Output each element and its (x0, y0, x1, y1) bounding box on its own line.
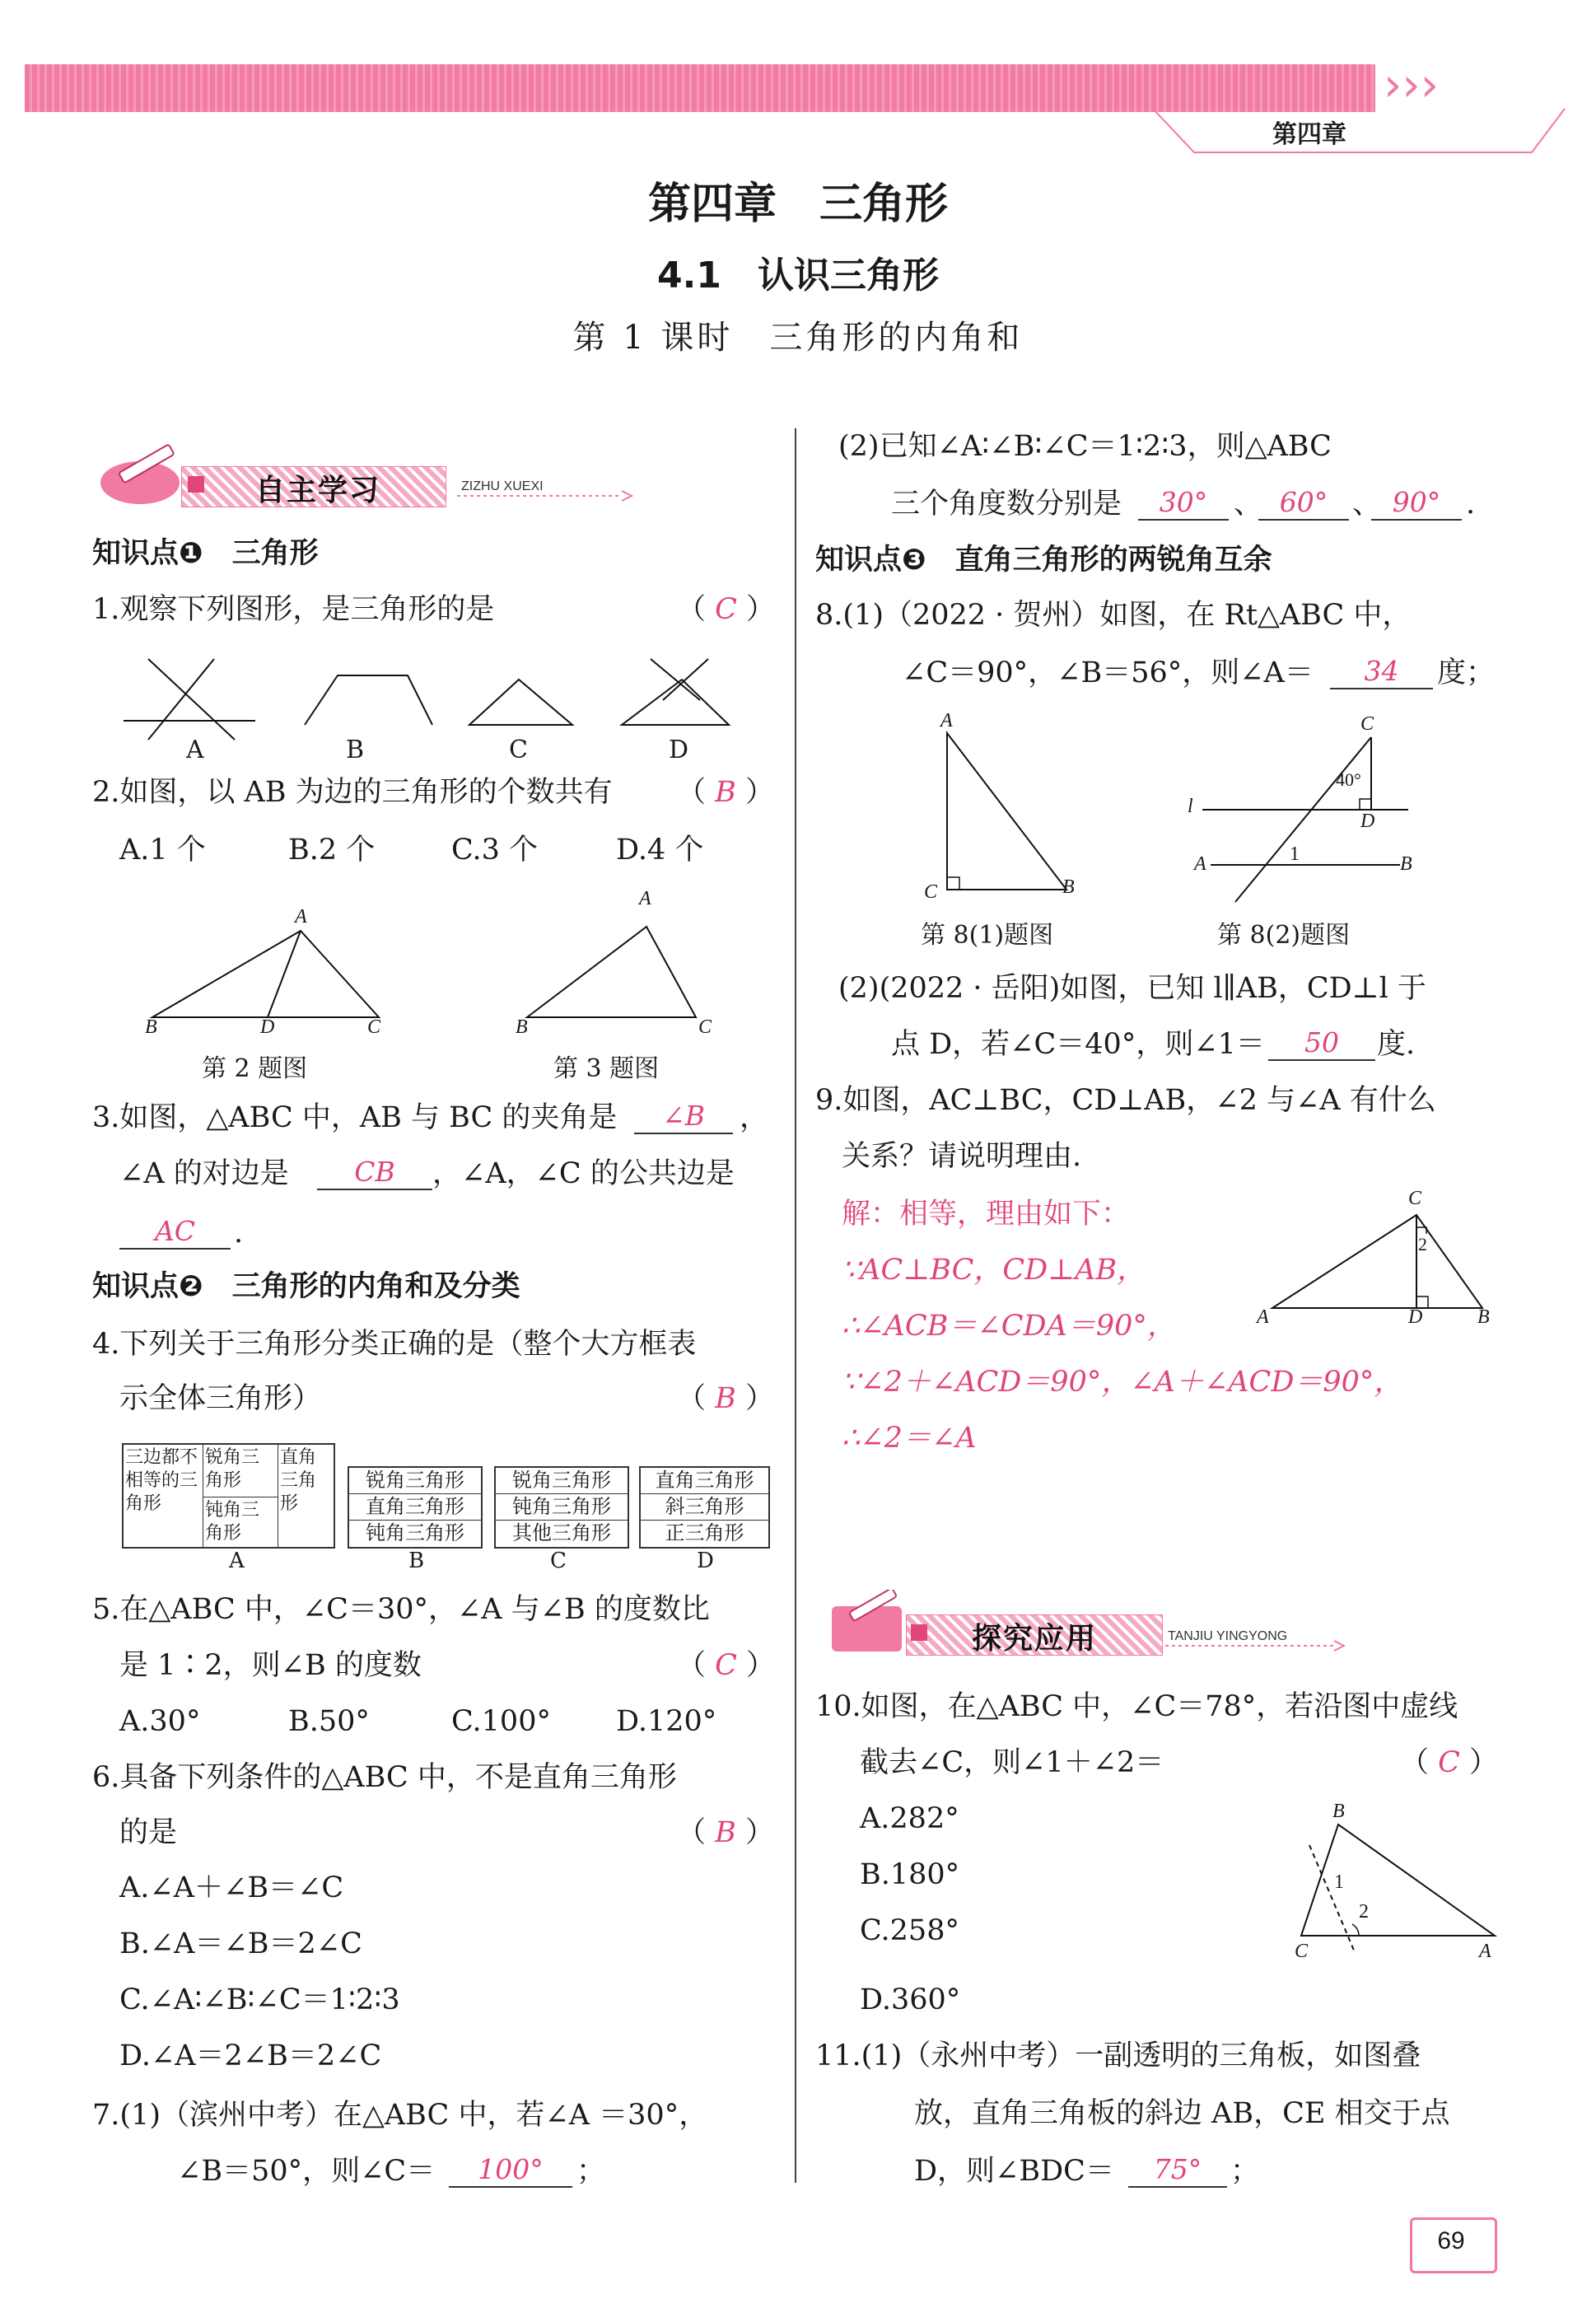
q7-blank-c: 90° (1371, 486, 1462, 521)
q5-answer: （ C ） (677, 1649, 776, 1682)
q2-option-d: D.4 个 (616, 834, 704, 867)
q10-line2: 截去∠C，则∠1＋∠2＝ (860, 1746, 1164, 1779)
q3-line2b: ，∠A，∠C 的公共边是 (432, 1157, 735, 1190)
q1-text: 1.观察下列图形，是三角形的是 (92, 593, 495, 626)
self-study-pinyin: ZIZHU XUEXI (461, 479, 544, 493)
explore-pinyin: TANJIU YINGYONG (1168, 1629, 1288, 1643)
q1-figures (115, 651, 758, 741)
q6-line1: 6.具备下列条件的△ABC 中，不是直角三角形 (92, 1761, 677, 1794)
q5-option-c: C.100° (451, 1705, 551, 1738)
q5-line2: 是 1∶2，则∠B 的度数 (119, 1649, 422, 1682)
q6-line2: 的是 (119, 1816, 178, 1849)
q1-label-a: A (186, 736, 204, 764)
q5-option-d: D.120° (616, 1705, 717, 1738)
explore-marker (911, 1624, 927, 1641)
q8-2-figure (1186, 725, 1416, 906)
q6-option-d: D.∠A＝2∠B＝2∠C (119, 2039, 382, 2072)
lesson-title: 第 1 课时 三角形的内角和 (572, 319, 1024, 357)
q10-answer: （ C ） (1400, 1746, 1499, 1779)
q7-blank: 100° (449, 2153, 572, 2188)
q7-part2-line2: 三个角度数分别是 (891, 488, 1122, 521)
q2-text: 2.如图，以 AB 为边的三角形的个数共有 (92, 776, 613, 809)
q4-option-a-box: 三边都不相等的三角形 锐角三角形 钝角三角形 直角三角形 (122, 1443, 335, 1549)
explore-title: 探究应用 (972, 1622, 1098, 1656)
q9-line1: 9.如图，AC⊥BC，CD⊥AB，∠2 与∠A 有什么 (815, 1084, 1436, 1117)
q1-label-b: B (346, 736, 365, 764)
q2-option-a: A.1 个 (119, 834, 206, 867)
q3-figure (519, 914, 716, 1030)
notebook-icon (824, 1590, 914, 1656)
pencil-icon (95, 443, 185, 509)
header-band (25, 64, 1375, 112)
q9-solution-2: ∵AC⊥BC，CD⊥AB， (842, 1254, 1146, 1287)
q6-answer: （ B ） (677, 1816, 775, 1849)
fig2-caption: 第 2 题图 (202, 1054, 308, 1083)
self-study-title: 自主学习 (255, 474, 381, 507)
q11-blank: 75° (1128, 2153, 1227, 2188)
q7-line1: 7.(1)（滨州中考）在△ABC 中，若∠A ＝30°， (92, 2099, 708, 2132)
q9-solution-3: ∴∠ACB＝∠CDA＝90°， (842, 1310, 1176, 1343)
q8-part2-line2: 点 D，若∠C＝40°，则∠1＝ (891, 1028, 1265, 1061)
q3-blank2: CB (317, 1156, 432, 1190)
q9-solution-4: ∵∠2＋∠ACD＝90°，∠A＋∠ACD＝90°， (842, 1366, 1403, 1399)
fig3-caption: 第 3 题图 (553, 1054, 660, 1083)
section-title: 4.1 认识三角形 (657, 255, 939, 297)
q8-blank: 34 (1330, 655, 1433, 689)
q5-option-b: B.50° (288, 1705, 370, 1738)
knowledge-point-1: 知识点❶ 三角形 (92, 537, 319, 570)
q9-line2: 关系？请说明理由. (842, 1140, 1082, 1173)
q11-line3: D，则∠BDC＝ (914, 2155, 1114, 2188)
self-study-marker (188, 476, 204, 493)
q8-line1: 8.(1)（2022 · 贺州）如图，在 Rt△ABC 中， (815, 599, 1412, 632)
q10-option-a: A.282° (860, 1802, 959, 1835)
q2-option-b: B.2 个 (288, 834, 376, 867)
q7-blank-b: 60° (1258, 486, 1349, 521)
q4-line1: 4.下列关于三角形分类正确的是（整个大方框表 (92, 1328, 697, 1361)
q8-2-caption: 第 8(2)题图 (1217, 921, 1351, 950)
q4-option-c-box: 锐角三角形 钝角三角形 其他三角形 (494, 1466, 629, 1549)
q10-option-c: C.258° (860, 1914, 959, 1947)
q7-blank-a: 30° (1138, 486, 1229, 521)
header-arrows: ››› (1384, 58, 1440, 112)
q7-line2: ∠B＝50°，则∠C＝ (177, 2155, 436, 2188)
self-study-arrow (457, 490, 638, 502)
knowledge-point-3: 知识点❸ 直角三角形的两锐角互余 (815, 544, 1272, 577)
column-divider (795, 428, 796, 2183)
q3-line2a: ∠A 的对边是 (119, 1157, 289, 1190)
q2-figure (140, 914, 395, 1030)
q8-1-caption: 第 8(1)题图 (921, 921, 1054, 950)
q3-blank1: ∠B (634, 1100, 733, 1134)
q8-blank2: 50 (1268, 1026, 1375, 1061)
q6-option-a: A.∠A＋∠B＝∠C (119, 1871, 344, 1904)
header-tab-outline (1153, 107, 1581, 165)
chapter-title: 第四章 三角形 (647, 180, 948, 229)
q5-option-a: A.30° (119, 1705, 201, 1738)
q10-figure (1293, 1812, 1507, 1952)
q3-blank3: AC (119, 1215, 231, 1250)
q7-part2-line1: (2)已知∠A∶∠B∶∠C＝1∶2∶3，则△ABC (838, 430, 1332, 463)
q11-line1: 11.(1)（永州中考）一副透明的三角板，如图叠 (815, 2039, 1421, 2072)
page-number: 69 (1437, 2227, 1465, 2254)
header-chapter-tag: 第四章 (1272, 120, 1346, 149)
q4-line2: 示全体三角形） (119, 1382, 322, 1415)
q9-figure (1268, 1211, 1499, 1318)
q10-line1: 10.如图，在△ABC 中，∠C＝78°，若沿图中虚线 (815, 1690, 1458, 1723)
q1-label-c: C (509, 736, 528, 764)
knowledge-point-2: 知识点❷ 三角形的内角和及分类 (92, 1270, 520, 1303)
q4-answer: （ B ） (677, 1382, 775, 1415)
q10-option-d: D.360° (860, 1983, 961, 2016)
q6-option-b: B.∠A＝∠B＝2∠C (119, 1927, 362, 1960)
q8-part2-line1: (2)(2022 · 岳阳)如图，已知 l∥AB，CD⊥l 于 (838, 972, 1426, 1005)
q3-line1: 3.如图，△ABC 中，AB 与 BC 的夹角是 (92, 1101, 618, 1134)
explore-arrow (1165, 1640, 1355, 1652)
q10-option-b: B.180° (860, 1858, 960, 1891)
q1-label-d: D (669, 736, 689, 764)
q4-option-b-box: 锐角三角形 直角三角形 钝角三角形 (348, 1466, 483, 1549)
q8-1-figure (931, 725, 1095, 898)
q4-option-d-box: 直角三角形 斜三角形 正三角形 (639, 1466, 770, 1549)
q8-line2: ∠C＝90°，∠B＝56°，则∠A＝ (902, 656, 1314, 689)
q6-option-c: C.∠A∶∠B∶∠C＝1∶2∶3 (119, 1983, 400, 2016)
q5-line1: 5.在△ABC 中，∠C＝30°，∠A 与∠B 的度数比 (92, 1593, 710, 1626)
q2-option-c: C.3 个 (451, 834, 539, 867)
q1-answer: （ C ） (677, 593, 776, 626)
q11-line2: 放，直角三角板的斜边 AB，CE 相交于点 (914, 2097, 1450, 2130)
q2-answer: （ B ） (677, 776, 775, 809)
q9-solution-1: 解：相等，理由如下： (842, 1198, 1131, 1231)
q9-solution-5: ∴∠2＝∠A (842, 1422, 977, 1455)
